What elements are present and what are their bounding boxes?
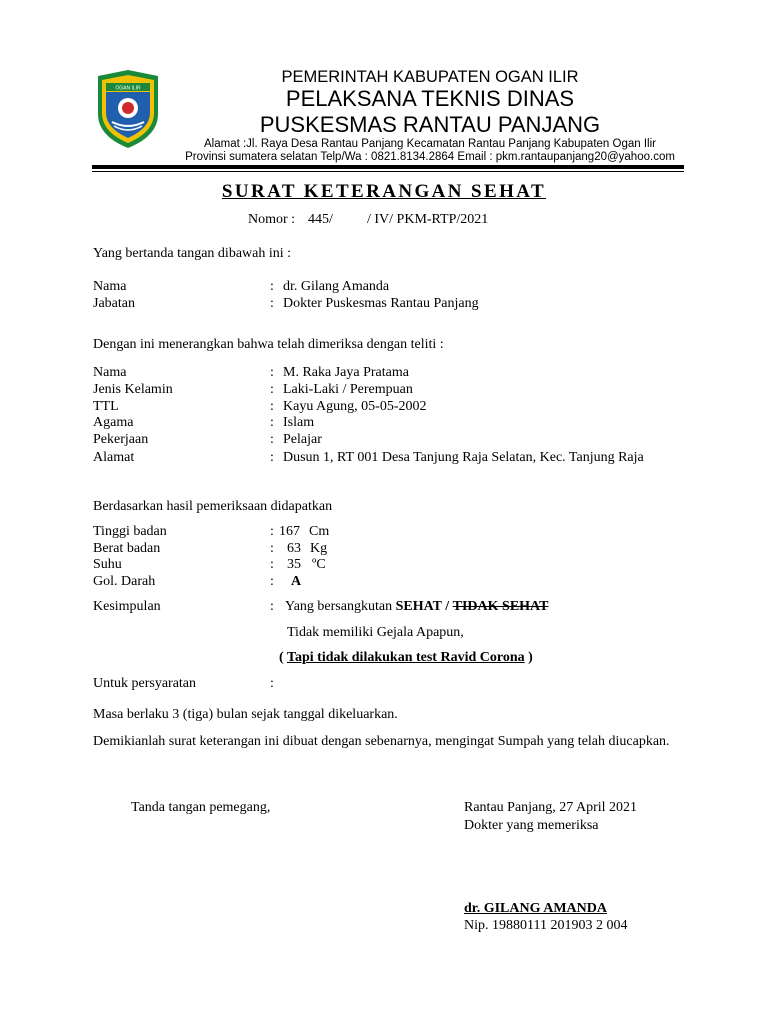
exam-tinggi-label: Tinggi badan: [93, 524, 167, 539]
patient-agama-value: Islam: [283, 415, 315, 430]
patient-nama-label: Nama: [93, 365, 127, 380]
kop-pemerintah: PEMERINTAH KABUPATEN OGAN ILIR: [281, 68, 579, 86]
colon: :: [270, 574, 274, 589]
note-close-paren: ): [528, 650, 533, 665]
exam-berat-value: 63: [287, 541, 301, 556]
document-title: SURAT KETERANGAN SEHAT: [221, 181, 547, 202]
exam-suhu-unit: ºC: [312, 557, 326, 572]
colon: :: [270, 524, 274, 539]
exam-berat-unit: Kg: [310, 541, 328, 556]
patient-alamat-label: Alamat: [93, 450, 135, 465]
intro-text: Yang bertanda tangan dibawah ini :: [93, 246, 292, 261]
nomor-part1: 445/: [308, 212, 333, 227]
colon: :: [270, 365, 274, 380]
colon: :: [270, 382, 274, 397]
patient-jk-label: Jenis Kelamin: [93, 382, 173, 397]
signature-name: dr. GILANG AMANDA: [464, 901, 607, 916]
exam-intro: Berdasarkan hasil pemeriksaan didapatkan: [93, 499, 333, 514]
colon: :: [270, 399, 274, 414]
patient-pekerjaan-label: Pekerjaan: [93, 432, 149, 447]
nomor-label: Nomor :: [248, 212, 296, 227]
exam-suhu-label: Suhu: [93, 557, 122, 572]
colon: :: [270, 450, 274, 465]
colon: :: [270, 296, 274, 311]
exam-berat-label: Berat badan: [93, 541, 161, 556]
patient-jk-value: Laki-Laki / Perempuan: [283, 382, 413, 397]
persyaratan-label: Untuk persyaratan: [93, 676, 197, 691]
kesimpulan-prefix: Yang bersangkutan: [285, 599, 393, 614]
patient-pekerjaan-value: Pelajar: [283, 432, 322, 447]
patient-agama-label: Agama: [93, 415, 134, 430]
statement-text: Dengan ini menerangkan bahwa telah dimeriksa dengan teliti :: [93, 337, 444, 352]
penutup-paragraph: Demikianlah surat keterangan ini dibuat dengan sebenarnya, mengingat Sumpah yang telah diucapkan.: [93, 734, 670, 749]
nomor-part2: / IV/ PKM-RTP/2021: [367, 212, 489, 227]
patient-alamat-value: Dusun 1, RT 001 Desa Tanjung Raja Selatan, Kec. Tanjung Raja: [283, 450, 644, 465]
signature-left: Tanda tangan pemegang,: [131, 800, 271, 815]
colon: :: [270, 279, 274, 294]
signer-jabatan-value: Dokter Puskesmas Rantau Panjang: [283, 296, 479, 311]
exam-tinggi-unit: Cm: [309, 524, 330, 539]
colon: :: [270, 599, 274, 614]
signature-place-date: Rantau Panjang, 27 April 2021: [464, 800, 638, 815]
kesimpulan-text: [285, 599, 548, 615]
colon: :: [270, 415, 274, 430]
kesimpulan-note-text: Tapi tidak dilakukan test Ravid Corona: [286, 650, 525, 665]
signer-nama-value: dr. Gilang Amanda: [283, 279, 390, 294]
exam-darah-label: Gol. Darah: [93, 574, 156, 589]
exam-darah-value: A: [291, 574, 302, 589]
kesimpulan-note: [279, 650, 533, 666]
kop-kontak: Provinsi sumatera selatan Telp/Wa : 0821.8134.2864 Email : pkm.rantaupanjang20@yahoo.com: [185, 151, 675, 163]
kop-alamat: Alamat :Jl. Raya Desa Rantau Panjang Kecamatan Rantau Panjang Kabupaten Ogan Ilir: [204, 138, 656, 150]
exam-tinggi-value: 167: [279, 524, 300, 539]
colon: :: [270, 432, 274, 447]
signature-role: Dokter yang memeriksa: [464, 818, 599, 833]
kesimpulan-tidak-sehat: TIDAK SEHAT: [452, 599, 549, 614]
kesimpulan-gejala: Tidak memiliki Gejala Apapun,: [287, 625, 464, 640]
logo-text: OGAN ILIR: [115, 85, 141, 92]
kesimpulan-label: Kesimpulan: [93, 599, 161, 614]
signer-jabatan-label: Jabatan: [93, 296, 135, 311]
exam-suhu-value: 35: [287, 557, 301, 572]
kop-puskesmas: PUSKESMAS RANTAU PANJANG: [259, 112, 601, 137]
patient-ttl-value: Kayu Agung, 05-05-2002: [283, 399, 427, 414]
patient-ttl-label: TTL: [93, 399, 119, 414]
masa-berlaku: Masa berlaku 3 (tiga) bulan sejak tanggal dikeluarkan.: [93, 707, 398, 722]
patient-nama-value: M. Raka Jaya Pratama: [283, 365, 409, 380]
letterhead-rule-thin: [92, 171, 684, 172]
signer-nama-label: Nama: [93, 279, 127, 294]
colon: :: [270, 557, 274, 572]
colon: :: [270, 541, 274, 556]
note-open-paren: (: [279, 650, 284, 665]
kesimpulan-sehat: SEHAT /: [395, 599, 450, 614]
kop-pelaksana: PELAKSANA TEKNIS DINAS: [285, 86, 575, 111]
letterhead-rule-thick: [92, 165, 684, 169]
colon: :: [270, 676, 274, 691]
signature-nip: Nip. 19880111 201903 2 004: [464, 918, 628, 933]
